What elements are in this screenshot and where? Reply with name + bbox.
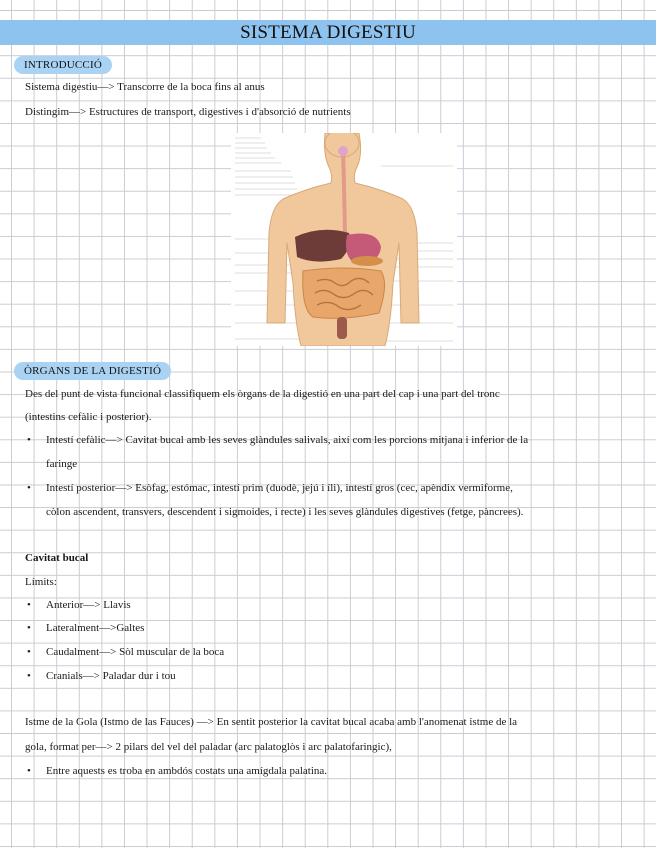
organs-line-2: (intestins cefàlic i posterior). [25, 411, 152, 423]
bullet-dot: • [27, 434, 31, 446]
intro-line-1: Sistema digestiu—> Transcorre de la boca fins al anus [25, 81, 265, 93]
organs-line-1: Des del punt de vista funcional classifiquem els òrgans de la digestió en una part del cap i una part del tronc [25, 388, 500, 400]
section-pill-introduccio: INTRODUCCIÓ [14, 56, 112, 74]
organs-bullet-2-line-1: Intestí posterior—> Esòfag, estómac, intestí prim (duodè, jejú i íli), intestí gros (cec, apèndix vermiforme, [46, 482, 513, 494]
cavitat-bullet-4: Cranials—> Paladar dur i tou [46, 670, 176, 682]
bullet-dot: • [27, 482, 31, 494]
bullet-dot: • [27, 599, 31, 611]
title-bar [0, 20, 656, 45]
digestive-system-figure [231, 133, 457, 346]
cavitat-bullet-1: Anterior—> Llavis [46, 599, 131, 611]
istme-line-1: Istme de la Gola (Istmo de las Fauces) —> En sentit posterior la cavitat bucal acaba amb l'anomenat istme de la [25, 716, 518, 728]
section-pill-organs: ÒRGANS DE LA DIGESTIÓ [14, 362, 171, 380]
bullet-dot: • [27, 622, 31, 634]
bullet-dot: • [27, 646, 31, 658]
cavitat-heading: Cavitat bucal [25, 552, 89, 564]
istme-line-2: gola, format per—> 2 pilars del vel del paladar (arc palatoglòs i arc palatofaringic), [25, 741, 392, 753]
page-title: SISTEMA DIGESTIU [240, 22, 416, 43]
cavitat-bullet-2: Lateralment—>Galtes [46, 622, 145, 634]
bullet-dot: • [27, 670, 31, 682]
organs-bullet-1-line-1: Intestí cefàlic—> Cavitat bucal amb les seves glàndules salivals, així com les porcions mitjana i inferior de la [46, 434, 529, 446]
organs-bullet-2-line-2: còlon ascendent, transvers, descendent i sigmoides, i recte) i les seves glàndules digestives (fetge, pàncrees). [46, 506, 524, 518]
intro-line-2: Distingim—> Estructures de transport, digestives i d'absorció de nutrients [25, 106, 351, 118]
istme-bullet: Entre aquests es troba en ambdós costats una amígdala palatina. [46, 765, 328, 777]
cavitat-limits-label: Límits: [25, 576, 57, 588]
bullet-dot: • [27, 765, 31, 777]
cavitat-bullet-3: Caudalment—> Sòl muscular de la boca [46, 646, 225, 658]
organs-bullet-1-line-2: faringe [46, 458, 78, 470]
